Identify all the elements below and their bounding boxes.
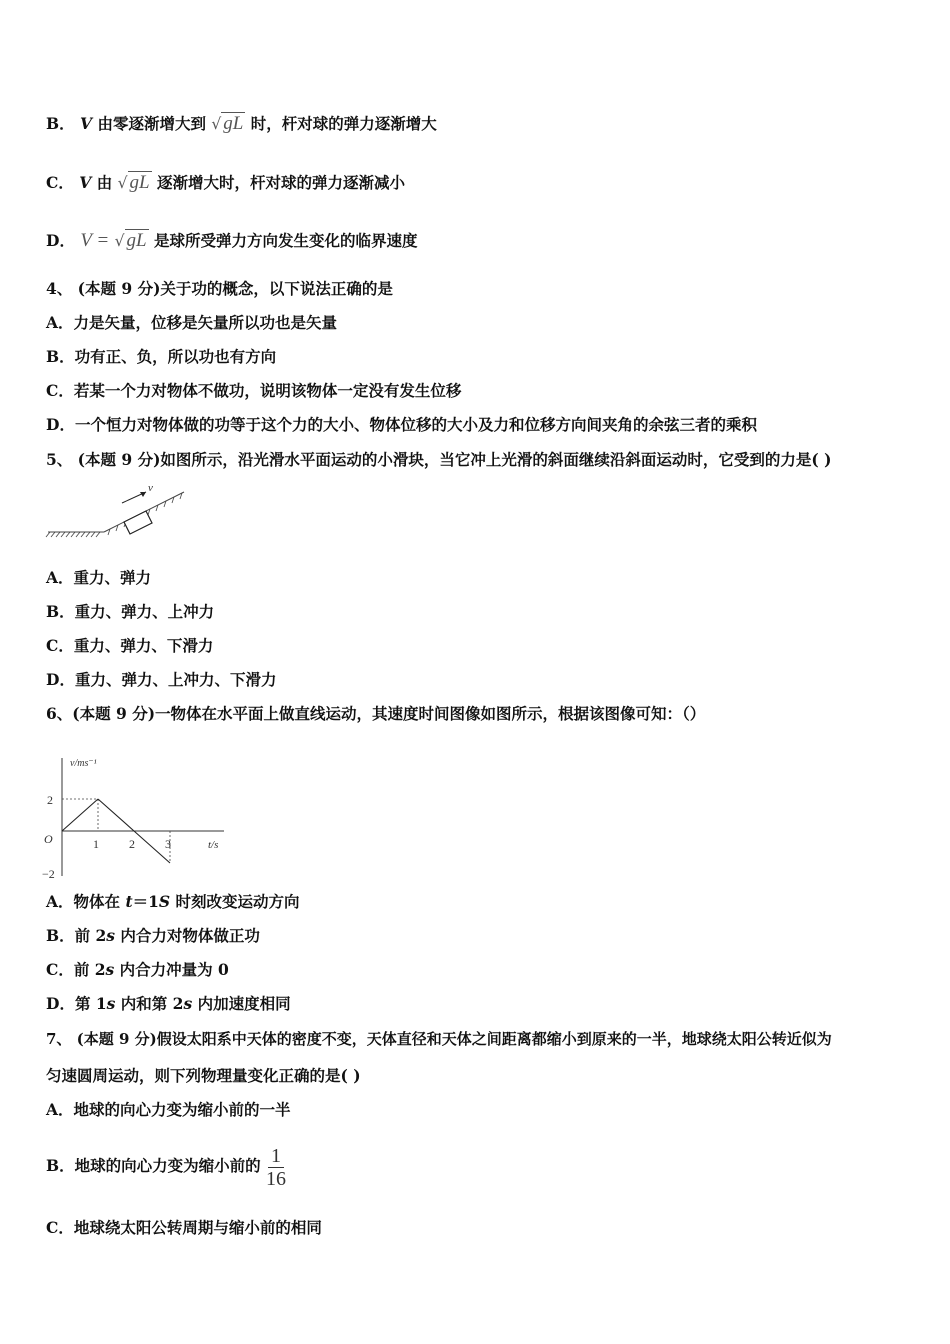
sqrt-gl: gL <box>126 230 147 251</box>
y-axis-label: v/ms⁻¹ <box>70 758 97 769</box>
x-axis-label: t/s <box>208 839 219 851</box>
q5-option-a: A．重力、弹力 <box>46 568 152 587</box>
q7-stem-line2: 匀速圆周运动，则下列物理量变化正确的是( ) <box>46 1066 361 1085</box>
q4-stem: 4、 (本题 9 分)关于功的概念，以下说法正确的是 <box>46 279 393 298</box>
velocity-series-segment <box>98 799 134 831</box>
q5-option-b: B．重力、弹力、上冲力 <box>46 602 215 621</box>
q4-option-b: B．功有正、负，所以功也有方向 <box>46 347 277 366</box>
q4-option-d: D．一个恒力对物体做的功等于这个力的大小、物体位移的大小及力和位移方向间夹角的余弦三者的乘积 <box>46 415 757 434</box>
q7-option-a: A．地球的向心力变为缩小前的一半 <box>46 1100 291 1119</box>
y-tick-label: 2 <box>47 793 53 807</box>
velocity-label: v <box>148 482 153 494</box>
q6-option-d: D．第 1s 内和第 2s 内加速度相同 <box>46 994 291 1013</box>
fraction-1-16: $\frac{1}{16}$ <box>266 1144 287 1190</box>
q6-option-a: A．物体在 t＝1S 时刻改变运动方向 <box>46 892 300 911</box>
x-tick-label: 1 <box>93 837 99 851</box>
velocity-var: V <box>80 114 93 133</box>
block <box>124 511 152 534</box>
q3-option-d: D． V = √ gL 是球所受弹力方向发生变化的临界速度 <box>46 230 418 251</box>
q6-option-b: B．前 2s 内合力对物体做正功 <box>46 926 260 945</box>
q7-option-c: C．地球绕太阳公转周期与缩小前的相同 <box>46 1218 322 1237</box>
q5-stem: 5、 (本题 9 分)如图所示，沿光滑水平面运动的小滑块，当它冲上光滑的斜面继续沿斜面运动时，它受到的力是( ) <box>46 450 832 469</box>
x-tick-label: 2 <box>129 837 135 851</box>
q5-option-d: D．重力、弹力、上冲力、下滑力 <box>46 670 277 689</box>
q7-option-b: B．地球的向心力变为缩小前的 $\frac{1}{16}$ <box>46 1144 287 1190</box>
velocity-time-graph <box>40 752 230 882</box>
ground-hatch <box>46 493 182 537</box>
q5-option-c: C．重力、弹力、下滑力 <box>46 636 214 655</box>
q4-option-c: C．若某一个力对物体不做功，说明该物体一定没有发生位移 <box>46 381 462 400</box>
x-tick-label: 3 <box>165 837 171 851</box>
q6-stem: 6、(本题 9 分)一物体在水平面上做直线运动，其速度时间图像如图所示，根据该图像可知：（） <box>46 704 706 723</box>
q3-option-c: C． V 由 √ gL 逐渐增大时，杆对球的弹力逐渐减小 <box>46 172 405 193</box>
velocity-series-segment <box>62 799 98 831</box>
q7-stem-line1: 7、 (本题 9 分)假设太阳系中天体的密度不变，天体直径和天体之间距离都缩小到原来的一半，地球绕太阳公转近似为 <box>46 1030 832 1048</box>
sqrt-gl: gL <box>129 172 150 193</box>
q3-option-b: B． V 由零逐渐增大到 √ gL 时，杆对球的弹力逐渐增大 <box>46 113 437 134</box>
q4-option-a: A．力是矢量，位移是矢量所以功也是矢量 <box>46 313 338 332</box>
incline-figure <box>44 478 189 542</box>
y-tick-label: −2 <box>42 867 55 881</box>
sqrt-gl: gL <box>223 113 244 134</box>
origin-label: O <box>44 832 53 846</box>
q6-option-c: C．前 2s 内合力冲量为 0 <box>46 960 229 979</box>
